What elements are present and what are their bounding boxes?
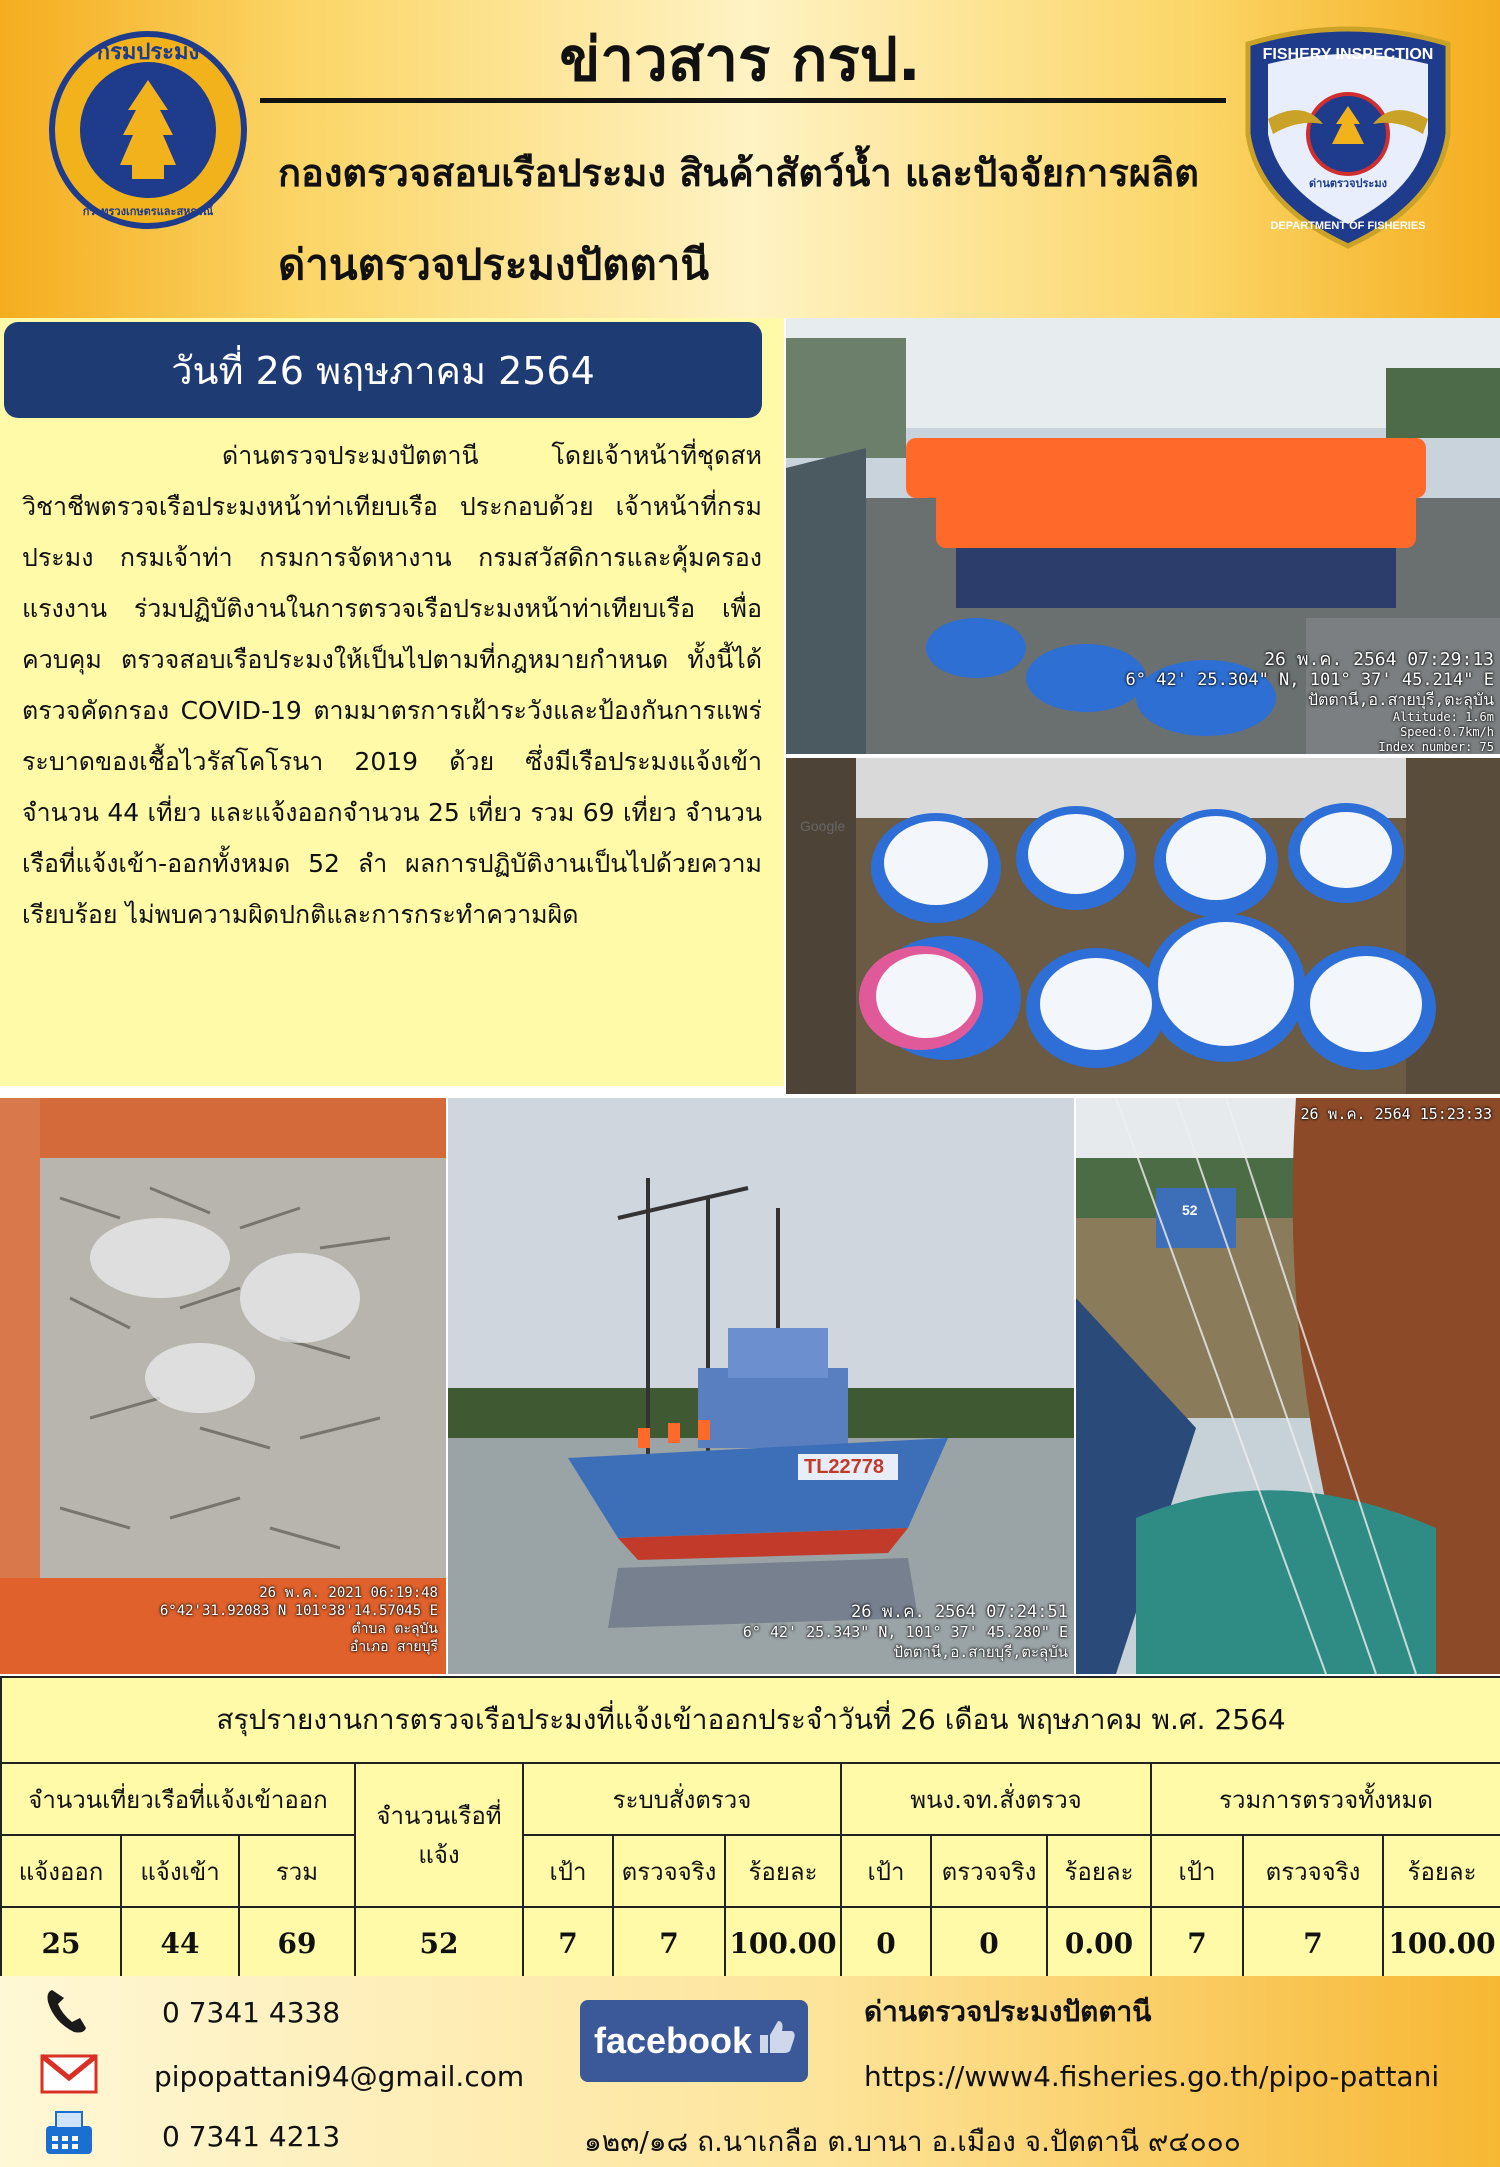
logo-left-top-text: กรมประมง xyxy=(96,40,200,65)
value-total-target: 7 xyxy=(1151,1907,1243,1979)
table-title: สรุปรายงานการตรวจเรือประมงที่แจ้งเข้าออกประจำวันที่ 26 เดือน พฤษภาคม พ.ศ. 2564 xyxy=(1,1677,1500,1763)
photo5-stamp: 26 พ.ค. 2564 15:23:33 xyxy=(1300,1105,1492,1123)
value-system-percent: 100.00 xyxy=(725,1907,841,1979)
photo3-stamp: 26 พ.ค. 2021 06:19:48 6°42'31.92083 N 101°38'14.57045 E ตำบล ตะลุบัน อำเภอ สายบุรี xyxy=(159,1585,438,1655)
logo-right-top-text: FISHERY INSPECTION xyxy=(1262,46,1434,63)
subheader-percent: ร้อยละ xyxy=(1383,1835,1500,1907)
header-trip-count: จำนวนเที่ยวเรือที่แจ้งเข้าออก xyxy=(1,1763,355,1835)
website-url[interactable]: https://www4.fisheries.go.th/pipo-pattani xyxy=(864,2060,1440,2093)
value-officer-percent: 0.00 xyxy=(1047,1907,1151,1979)
header-officer-check: พนง.จท.สั่งตรวจ xyxy=(841,1763,1151,1835)
thumbs-up-icon xyxy=(758,2017,798,2066)
fishery-inspection-logo xyxy=(1228,24,1468,254)
photo-fish-catch xyxy=(0,1098,446,1674)
value-boats: 52 xyxy=(355,1907,523,1979)
boat-hull-number: TL22778 xyxy=(804,1456,885,1478)
photo-harbor-nets xyxy=(1076,1098,1500,1674)
photo4-stamp: 26 พ.ค. 2564 07:24:51 6° 42' 25.343" N, 101° 37' 45.280" E ปัตตานี,อ.สายบุรี,ตะลุบัน xyxy=(742,1602,1068,1661)
phone-number[interactable]: 0 7341 4338 xyxy=(162,1996,341,2029)
photo-crew-lineup xyxy=(786,318,1500,754)
subheader-actual: ตรวจจริง xyxy=(613,1835,725,1907)
table-row xyxy=(1,1907,1500,1979)
dof-seal-logo xyxy=(48,30,248,230)
title-divider xyxy=(260,98,1226,103)
email-address[interactable]: pipopattani94@gmail.com xyxy=(154,2060,525,2093)
subheader-target: เป้า xyxy=(841,1835,931,1907)
value-sum: 69 xyxy=(239,1907,355,1979)
facebook-page-name[interactable]: ด่านตรวจประมงปัตตานี xyxy=(864,1995,1152,2028)
facebook-label: facebook xyxy=(594,2020,753,2061)
subheader-target: เป้า xyxy=(523,1835,613,1907)
logo-right-center-text: ด่านตรวจประมง xyxy=(1309,177,1387,190)
subheader-actual: ตรวจจริง xyxy=(931,1835,1047,1907)
article-date: วันที่ 26 พฤษภาคม 2564 xyxy=(4,322,762,418)
value-total-actual: 7 xyxy=(1243,1907,1383,1979)
office-name: ด่านตรวจประมงปัตตานี xyxy=(278,240,710,289)
header-boat-count: จำนวนเรือที่แจ้ง xyxy=(355,1763,523,1907)
email-icon xyxy=(40,2052,98,2100)
subheader-actual: ตรวจจริง xyxy=(1243,1835,1383,1907)
header-system-check: ระบบสั่งตรวจ xyxy=(523,1763,841,1835)
subheader-out: แจ้งออก xyxy=(1,1835,121,1907)
header-total-check: รวมการตรวจทั้งหมด xyxy=(1151,1763,1500,1835)
value-in: 44 xyxy=(121,1907,239,1979)
photo-ice-buckets xyxy=(786,758,1500,1094)
value-officer-actual: 0 xyxy=(931,1907,1047,1979)
logo-left-bottom-text: กระทรวงเกษตรและสหกรณ์ xyxy=(82,205,214,218)
office-address: ๑๒๓/๑๘ ถ.นาเกลือ ต.บานา อ.เมือง จ.ปัตตานี ๙๔๐๐๐ xyxy=(584,2125,1241,2158)
value-system-target: 7 xyxy=(523,1907,613,1979)
value-total-percent: 100.00 xyxy=(1383,1907,1500,1979)
subheader-percent: ร้อยละ xyxy=(1047,1835,1151,1907)
division-name: กองตรวจสอบเรือประมง สินค้าสัตว์น้ำ และปัจจัยการผลิต xyxy=(278,151,1199,195)
value-system-actual: 7 xyxy=(613,1907,725,1979)
value-out: 25 xyxy=(1,1907,121,1979)
subheader-sum: รวม xyxy=(239,1835,355,1907)
fax-number[interactable]: 0 7341 4213 xyxy=(162,2120,341,2153)
inspection-summary-table xyxy=(0,1676,1500,1980)
logo-right-bottom-text: DEPARTMENT OF FISHERIES xyxy=(1270,220,1426,232)
phone-icon xyxy=(44,1986,90,2040)
value-officer-target: 0 xyxy=(841,1907,931,1979)
subheader-in: แจ้งเข้า xyxy=(121,1835,239,1907)
subheader-percent: ร้อยละ xyxy=(725,1835,841,1907)
google-watermark: Google xyxy=(800,818,846,834)
subheader-target: เป้า xyxy=(1151,1835,1243,1907)
photo1-stamp: 26 พ.ค. 2564 07:29:13 6° 42' 25.304" N, 101° 37' 45.214" E ปัตตานี,อ.สายบุรี,ตะลุบัน Altitude: 1.6m Speed:0.7km/h Index number: 75 xyxy=(1125,649,1494,754)
harbor-boat-number: 52 xyxy=(1182,1202,1198,1218)
article-body: ด่านตรวจประมงปัตตานี โดยเจ้าหน้าที่ชุดสหวิชาชีพตรวจเรือประมงหน้าท่าเทียบเรือ ประกอบด้วย เจ้าหน้าที่กรมประมง กรมเจ้าท่า กรมการจัดหางาน กรมสวัสดิการและคุ้มครองแรงงาน ร่วมปฏิบัติงานในการตรวจเรือประมงหน้าท่าเทียบเรือ เพื่อควบคุม ตรวจสอบเรือประมงให้เป็นไปตามที่กฎหมายกำหนด ทั้งนี้ได้ตรวจคัดกรอง COVID-19 ตามมาตรการเฝ้าระวังและป้องกันการแพร่ระบาดของเชื้อไวรัสโคโรนา 2019 ด้วย ซึ่งมีเรือประมงแจ้งเข้าจำนวน 44 เที่ยว และแจ้งออกจำนวน 25 เที่ยว รวม 69 เที่ยว จำนวนเรือที่แจ้งเข้า-ออกทั้งหมด 52 ลำ ผลการปฏิบัติงานเป็นไปด้วยความเรียบร้อย ไม่พบความผิดปกติและการกระทำความผิด xyxy=(22,441,762,929)
fax-icon xyxy=(42,2110,96,2162)
newsletter-title: ข่าวสาร กรป. xyxy=(559,25,921,95)
facebook-logo[interactable] xyxy=(580,2000,808,2082)
photo-fishing-boat xyxy=(448,1098,1074,1674)
